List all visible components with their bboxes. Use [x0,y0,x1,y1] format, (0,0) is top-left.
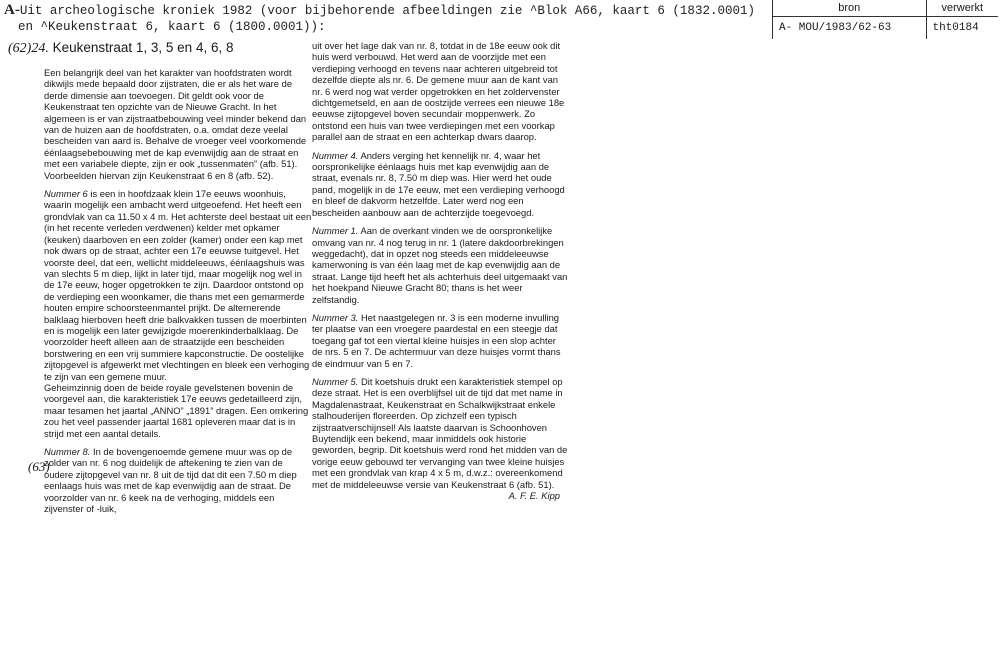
paragraph-nummer-6 [44,188,312,382]
meta-col-bron: bron [773,0,927,17]
meta-value-row [773,17,999,40]
meta-header-row [773,0,999,17]
section-number: (62)24. [8,41,49,56]
paragraph-intro: Een belangrijk deel van het karakter van hoofdstraten wordt dikwijls mede bepaald door zijstraten, die er als het ware de derde dimensie aan toevoegen. Dit geldt ook voor de Keukenstraat ten opzichte van de Nieuwe Gracht. In het algemeen is er van zijstraatbebouwing veel minder bekend dan van de huizen aan de hoofdstraten, o.a. omdat deze veelal bescheiden van aard is. Behalve de vroeger veel voorkomende éénlaagsebebouwing met de kap evenwijdig aan de straat en met een variabele diepte, zijn er ook „tussenmaten” (afb. 51). Voorbeelden hiervan zijn Keukenstraat 6 en 8 (afb. 52). [44,67,307,181]
document-header [4,2,764,35]
header-prefix: A- [4,2,20,18]
paragraph-lead: Nummer 6 [44,188,88,200]
paragraph-nummer-8-continued: uit over het lage dak van nr. 8, totdat in de 18e eeuw ook dit huis werd verbouwd. Het werd aan de voorzijde met een verdieping verhoogd en tevens naar achteren uitgebreid tot dezelfde diepte als nr. 6. De gemene muur aan de kant van nr. 6 werd nog wat verder opgetrokken en het zoldervenster dichtgemetseld, en aan de oostzijde verrees een nieuwe 18e eeuwse zijtopgevel boven secundair moppenwerk. Zo ontstond een huis van twee verdiepingen met een voorkap parallel aan de straat en een achterkap dwars daarop. [312,40,565,143]
paragraph-nummer-4 [312,150,568,218]
paragraph-body: Anders verging het kennelijk nr. 4, waar het oorspronkelijke éénlaags huis met kap evenwijdig aan de straat, evenals nr. 8, 7.50 m diep was. Hier werd het oude pand, mogelijk in de 17e eeuw, met een verdieping verhoogd en bleef de dakvorm hetzelfde. Later werd nog een bescheiden aanbouw aan de achterzijde toegevoegd. [312,149,565,218]
paragraph-body: Aan de overkant vinden we de oorspronkelijke omvang van nr. 4 nog terug in nr. 1 (latere dakdoorbrekingen weggedacht), dat in opzet nog steeds een middeleeuwse kamerwoning is van één laag met de kap evenwijdig aan de straat. Lange tijd heeft het als achterhuis deel uitgemaakt van het hoekpand Nieuwe Gracht 80; thans is het weer zelfstandig. [312,225,568,305]
paragraph-nummer-5 [312,376,568,501]
paragraph-nummer-8 [44,446,312,514]
author-signature: A. F. E. Kipp [508,490,560,502]
paragraph-lead: Nummer 8. [44,446,91,457]
margin-page-note: (63) [28,459,50,474]
meta-verwerkt-value: tht0184 [926,17,998,40]
paragraph-lead: Nummer 3. [312,311,359,323]
header-line-1 [4,2,764,19]
paragraph-nummer-3 [312,312,568,369]
paragraph-gevelstenen: Geheimzinnig doen de beide royale gevelstenen bovenin de voorgevel aan, die karakteristiek 17e eeuws gedetailleerd zijn, maar tesamen het jaartal „ANNO” „1891” dragen. Een omkering zou het veel passender jaartal 1681 opleveren maar dat is in strijd met een aantal details. [44,381,309,439]
section-title-text: Keukenstraat 1, 3, 5 en 4, 6, 8 [52,40,234,55]
paragraph-body: In de bovengenoemde gemene muur was op de zolder van nr. 6 nog duidelijk de aftekening te zien van de oudere zijtopgevel van nr. 8 uit de tijd dat dit een 7.50 m diep eenlaags huis was met de kap evenwijdig aan de straat. De voorzolder van nr. 6 keek na de verhoging, middels een zijvenster of -luik, [44,446,297,515]
paragraph-lead: Nummer 4. [312,149,359,161]
paragraph-body: is een in hoofdzaak klein 17e eeuws woonhuis, waarin mogelijk een ambacht werd uitgeoefend. Het heeft een grondvlak van ca 11.50 x 4 m. Het achterste deel bestaat uit een (in het recente verleden verdwenen) kelder met opkamer (keuken) daarboven en een zolder (kamer) onder een kap met nok dwars op de straat, achter een 17e eeuwse tuitgevel. Het voorste deel, dat een, wellicht middeleeuws, éénlaagshuis was van slechts 5 m diep, lijkt in later tijd, maar mogelijk nog wel in de 17e eeuw, hoger opgetrokken te zijn. Daardoor ontstond op de verdieping een woonkamer, die thans met een gemarmerde houten empire schoorsteenmantel prijkt. De alternerende balklaag hierboven heeft drie balkvakken tussen de moerbinten en is mogelijk een later gewijzigde moerenkinderbalklaag. De voorzolder heeft alleen aan de straatzijde een bescheiden borstwering en een vrij summiere kapconstructie. De oostelijke zijtopgevel is afgewerkt met vlechtingen en bleek een verhoging te zijn van een gemene muur. [44,188,312,382]
meta-col-verwerkt: verwerkt [926,0,998,17]
paragraph-lead: Nummer 5. [312,375,359,387]
meta-bron-value: A- MOU/1983/62-63 [773,17,927,40]
left-column [44,67,312,521]
header-line-2-text: en ^Keukenstraat 6, kaart 6 (1800.0001)): [18,20,326,34]
right-column [312,40,568,508]
header-line-2 [4,19,764,35]
paragraph-lead: Nummer 1. [312,225,359,237]
meta-table [772,0,998,39]
paragraph-body: Het naastgelegen nr. 3 is een moderne invulling ter plaatse van een vroegere paardestal en een steegje dat toegang gaf tot een viertal kleine huisjes in een slop achter de nrs. 5 en 7. De achtermuur van deze huisjes vormt thans de eindmuur van 5 en 7. [312,311,561,369]
paragraph-nummer-1 [312,225,568,305]
section-title [8,40,308,57]
header-line-1-text: Uit archeologische kroniek 1982 (voor bijbehorende afbeeldingen zie ^Blok A66, kaart 6 (1832.0001) [19,4,755,18]
paragraph-body: Dit koetshuis drukt een karakteristiek stempel op deze straat. Het is een overblijfsel uit de tijd dat met name in Magdalenastraat, Keukenstraat en Schalkwijkstraat enkele stalhouderijen floreerden. Op zichzelf een typisch zijstraatverschijnsel! Als laatste daarvan is Schoonhoven Buytendijk een bekend, maar inmiddels ook historie geworden, begrip. Dit koetshuis werd rond het midden van de vorige eeuw gebouwd ter vervanging van twee kleine huisjes met een grondvlak van krap 4 x 5 m, d.w.z.: overeenkomend met de middeleeuwse versie van Keukenstraat 6 (afb. 51). [312,375,568,490]
